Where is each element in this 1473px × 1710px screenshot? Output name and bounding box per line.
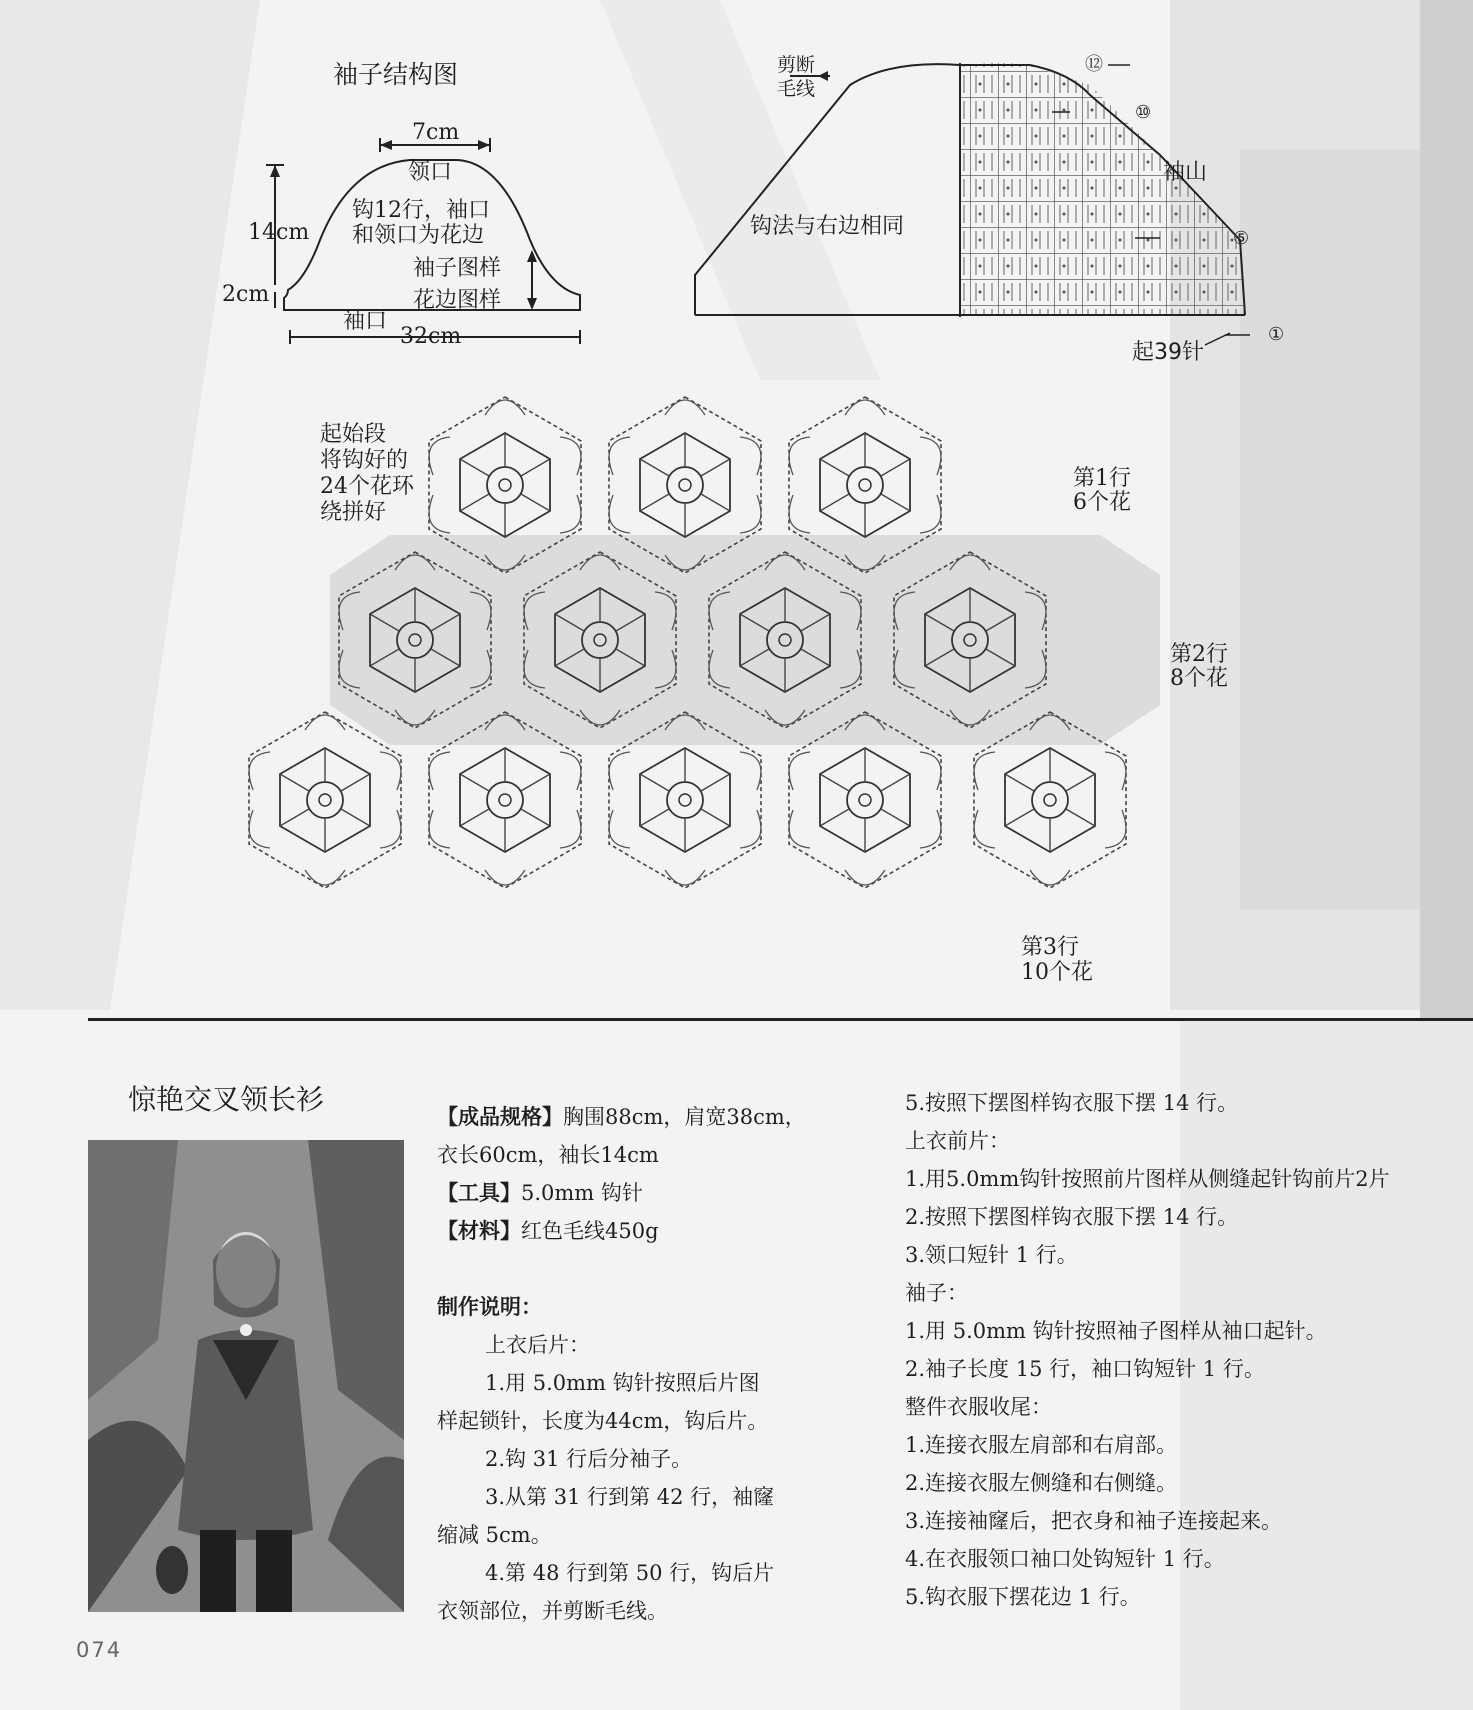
cuff-height-label: 2cm <box>222 282 270 307</box>
start-section-line3: 24个花环 <box>320 474 414 499</box>
cut-yarn-line2: 毛线 <box>777 78 816 100</box>
back-title: 上衣后片： <box>485 1333 590 1357</box>
instruction-line: 1.连接衣服左肩部和右肩部。 <box>905 1433 1178 1457</box>
model-photo <box>88 1140 404 1612</box>
instruction-line: 5.按照下摆图样钩衣服下摆 14 行。 <box>905 1091 1239 1115</box>
instruction-line: 2.袖子长度 15 行，袖口钩短针 1 行。 <box>905 1357 1265 1381</box>
instruction-line: 上衣前片： <box>905 1129 1010 1153</box>
instruction-line: 4.在衣服领口袖口处钩短针 1 行。 <box>905 1547 1225 1571</box>
back-instructions <box>437 1288 774 1630</box>
back-step: 3.从第 31 行到第 42 行，袖窿 <box>485 1485 775 1509</box>
back-step: 缩减 5cm。 <box>437 1523 552 1547</box>
spec-block <box>437 1098 806 1250</box>
front-sleeve-finish-instructions <box>905 1084 1473 1616</box>
back-step: 2.钩 31 行后分袖子。 <box>485 1447 693 1471</box>
tools-value: 5.0mm 钩针 <box>521 1181 643 1205</box>
back-step: 4.第 48 行到第 50 行，钩后片 <box>485 1561 775 1585</box>
same-method-label: 钩法与右边相同 <box>750 214 905 239</box>
row2-label: 第2行 <box>1170 642 1228 667</box>
instruction-line: 1.用5.0mm钩针按照前片图样从侧缝起针钩前片2片 <box>905 1167 1390 1191</box>
pattern-label: 袖子图样 <box>413 256 502 281</box>
instruction-line: 3.连接袖窿后，把衣身和袖子连接起来。 <box>905 1509 1283 1533</box>
sleeve-cap-label: 袖山 <box>1163 160 1208 185</box>
instruction-line: 2.按照下摆图样钩衣服下摆 14 行。 <box>905 1205 1239 1229</box>
row1-count: 6个花 <box>1073 490 1131 515</box>
sleeve-note-line1: 钩12行，袖口 <box>352 198 490 223</box>
instruction-line: 3.领口短针 1 行。 <box>905 1243 1078 1267</box>
instruction-line: 整件衣服收尾： <box>905 1395 1052 1419</box>
spec-label: 【成品规格】 <box>437 1105 563 1129</box>
height-label: 14cm <box>248 220 310 245</box>
page-number: 074 <box>76 1638 123 1662</box>
back-step: 衣领部位，并剪断毛线。 <box>437 1599 668 1623</box>
cut-yarn-line1: 剪断 <box>777 54 816 76</box>
row-marker-12: ⑫ <box>1085 54 1103 75</box>
row-marker-1: ① <box>1268 324 1285 345</box>
start-section-line1: 起始段 <box>320 422 387 447</box>
width-top-label: 7cm <box>412 120 460 145</box>
back-step: 样起锁针，长度为44cm，钩后片。 <box>437 1409 769 1433</box>
row-marker-10: ⑩ <box>1135 102 1152 123</box>
start-section-line2: 将钩好的 <box>320 448 409 473</box>
material-label: 【材料】 <box>437 1219 521 1243</box>
sleeve-structure-title: 袖子结构图 <box>333 60 459 89</box>
spec-line1: 胸围88cm，肩宽38cm， <box>563 1105 806 1129</box>
row1-label: 第1行 <box>1073 466 1131 491</box>
row-marker-5: ⑤ <box>1233 228 1250 249</box>
instructions-title: 制作说明： <box>437 1295 542 1319</box>
row2-count: 8个花 <box>1170 666 1228 691</box>
instruction-line: 1.用 5.0mm 钩针按照袖子图样从袖口起针。 <box>905 1319 1327 1343</box>
start-section-line4: 绕拼好 <box>320 500 387 525</box>
row3-label: 第3行 <box>1021 935 1079 960</box>
cuff-label: 袖口 <box>343 309 388 334</box>
section-divider <box>88 1018 1473 1021</box>
width-bottom-label: 32cm <box>400 324 462 349</box>
border-label: 花边图样 <box>413 288 502 313</box>
article-title: 惊艳交叉领长衫 <box>128 1083 325 1116</box>
row3-count: 10个花 <box>1021 960 1093 985</box>
neckline-label: 领口 <box>408 160 453 185</box>
tools-label: 【工具】 <box>437 1181 521 1205</box>
instruction-line: 5.钩衣服下摆花边 1 行。 <box>905 1585 1141 1609</box>
material-value: 红色毛线450g <box>521 1219 659 1243</box>
instruction-line: 2.连接衣服左侧缝和右侧缝。 <box>905 1471 1178 1495</box>
back-step: 1.用 5.0mm 钩针按照后片图 <box>485 1371 760 1395</box>
start-stitches-label: 起39针 <box>1132 340 1204 365</box>
spec-line2: 衣长60cm，袖长14cm <box>437 1143 659 1167</box>
sleeve-note-line2: 和领口为花边 <box>352 223 485 248</box>
instruction-line: 袖子： <box>905 1281 968 1305</box>
